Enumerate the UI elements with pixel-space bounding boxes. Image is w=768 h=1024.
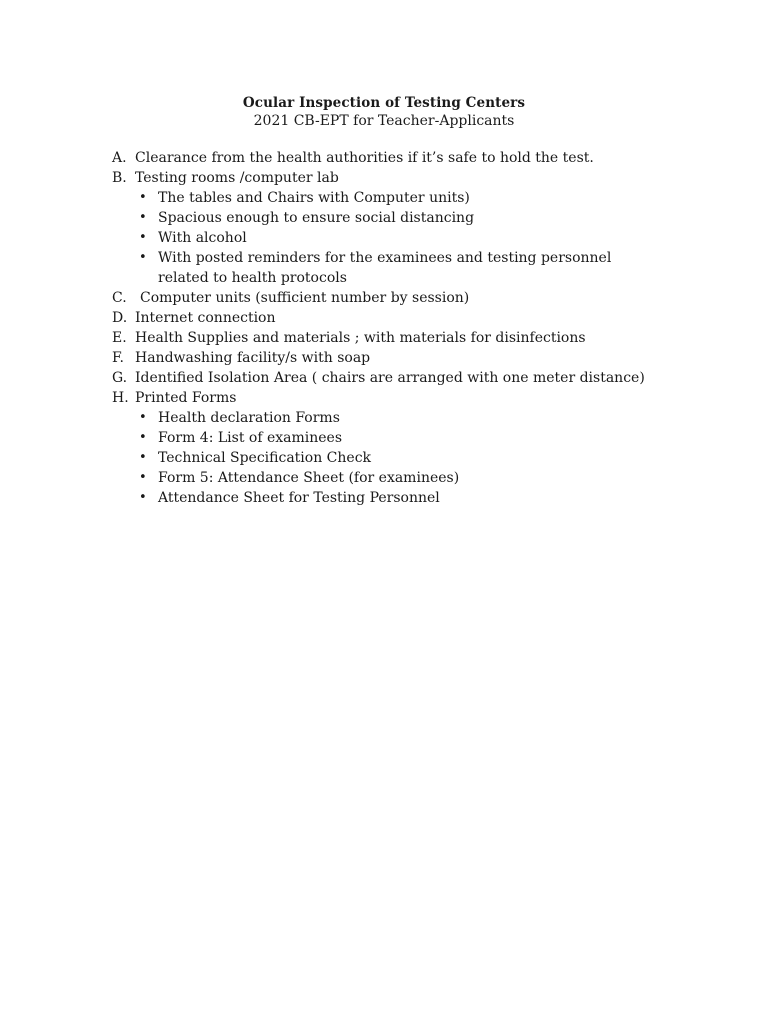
bullet-icon: • (139, 250, 147, 265)
sub-list-item (139, 428, 712, 448)
bullet-icon: • (139, 430, 147, 445)
sub-list-item-text: Health declaration Forms (158, 410, 340, 426)
list-item-e (112, 328, 712, 348)
bullet-icon: • (139, 450, 147, 465)
sub-list-item (139, 188, 712, 208)
document-subtitle: 2021 CB-EPT for Teacher-Applicants (253, 113, 515, 129)
list-item-text: Internet connection (135, 310, 276, 326)
sub-list-item-text: Form 5: Attendance Sheet (for examinees) (158, 470, 460, 486)
sub-list-item (139, 468, 712, 488)
list-item-text: Printed Forms (135, 390, 237, 406)
bullet-icon: • (139, 470, 147, 485)
list-item-letter: G. (112, 370, 128, 386)
list-item-letter: A. (112, 150, 127, 166)
list-item-f (112, 348, 712, 368)
list-item-a (112, 148, 712, 168)
list-item-letter: D. (112, 310, 128, 326)
sub-list-item (139, 248, 712, 288)
sub-list-item (139, 208, 712, 228)
list-item-letter: E. (112, 330, 127, 346)
bullet-icon: • (139, 190, 147, 205)
sub-list-item-text: Form 4: List of examinees (158, 430, 343, 446)
list-item-letter: H. (112, 390, 129, 406)
list-item-g (112, 368, 712, 388)
sub-list-item-text: Spacious enough to ensure social distancing (158, 210, 475, 226)
list-item-text: Testing rooms /computer lab (135, 170, 339, 186)
list-item-letter: F. (112, 350, 124, 366)
bullet-icon: • (139, 210, 147, 225)
list-item-text: Clearance from the health authorities if it’s safe to hold the test. (135, 150, 594, 166)
sub-list-item (139, 408, 712, 428)
sub-list-item-text: With posted reminders for the examinees and testing personnel (158, 250, 612, 266)
sub-list-item (139, 228, 712, 248)
list-item-c (112, 288, 712, 308)
bullet-icon: • (139, 490, 147, 505)
sub-list-item-continuation: related to health protocols (158, 270, 347, 286)
bullet-icon: • (139, 410, 147, 425)
sub-list-item-text: With alcohol (158, 230, 247, 246)
list-item-letter: B. (112, 170, 127, 186)
list-item-letter: C. (112, 290, 127, 306)
sub-list-item-text: Attendance Sheet for Testing Personnel (158, 490, 440, 506)
document-title: Ocular Inspection of Testing Centers (242, 95, 526, 111)
checklist (112, 148, 712, 508)
list-item-d (112, 308, 712, 328)
sub-list-item (139, 448, 712, 468)
list-item-b (112, 168, 712, 188)
list-item-text: Health Supplies and materials ; with materials for disinfections (135, 330, 586, 346)
bullet-icon: • (139, 230, 147, 245)
list-item-text: Handwashing facility/s with soap (135, 350, 371, 366)
sub-list-item (139, 488, 712, 508)
list-item-h (112, 388, 712, 408)
sub-list-item-text: Technical Specification Check (158, 450, 372, 466)
list-item-text: Identified Isolation Area ( chairs are arranged with one meter distance) (135, 370, 645, 386)
list-item-text: Computer units (sufficient number by session) (140, 290, 470, 306)
sub-list-item-text: The tables and Chairs with Computer units) (158, 190, 470, 206)
